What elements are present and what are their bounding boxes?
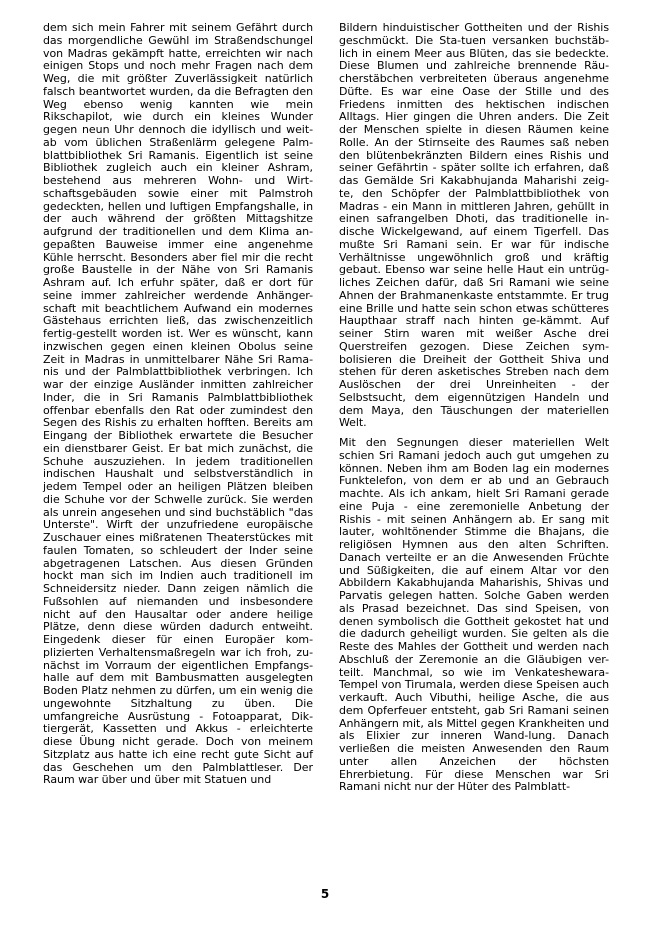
left-text-column <box>43 22 313 787</box>
paragraph: Bildern hinduistischer Gottheiten und der Rishis geschmückt. Die Sta-tuen versanken buchstäb-lich in einem Meer aus Blüten, das sie bedeckte. Diese Blumen und zahlreiche brennende Räu-cherstäbchen verbreiteten überaus angenehme Düfte. Es war eine Oase der Stille und des Friedens inmitten des hektischen indischen Alltags. Hier gingen die Uhren anders. Die Zeit der Menschen spielte in diesen Räumen keine Rolle. An der Stirnseite des Raumes saß neben den blütenbekränzten Bildern eines Rishis und seiner Gefährtin - später sollte ich erfahren, daß das Gemälde Sri Kakabhujanda Maharishi zeig-te, den Schöpfer der Palmblattbibliothek von Madras - ein Mann in mittleren Jahren, gehüllt in einen safrangelben Dhoti, das traditionelle in-dische Wickelgewand, auf einem Tigerfell. Das mußte Sri Ramani sein. Er war für indische Verhältnisse ungewöhnlich groß und kräftig gebaut. Ebenso war seine helle Haut ein untrüg-liches Zeichen dafür, daß Sri Ramani wie seine Ahnen der Brahmanenkaste entstammte. Er trug eine Brille und hatte sein schon etwas schütteres Haupthaar straff nach hinten ge-kämmt. Auf seiner Stirn waren mit weißer Asche drei Querstreifen gezogen. Diese Zeichen sym-bolisieren die Dreiheit der Gottheit Shiva und stehen für deren asketisches Streben nach dem Auslöschen der drei Unreinheiten - der Selbstsucht, dem eigennützigen Handeln und dem Maya, den Täuschungen der materiellen Welt. <box>339 21 609 430</box>
page-number: 5 <box>320 887 330 901</box>
paragraph: Mit den Segnungen dieser materiellen Welt schien Sri Ramani jedoch auch gut umgehen zu können. Neben ihm am Boden lag ein modernes Funktelefon, von dem er ab und an Gebrauch machte. Als ich ankam, hielt Sri Ramani gerade eine Puja - eine zeremonielle Anbetung der Rishis - mit seinen Anhängern ab. Er sang mit lauter, wohltönender Stimme die Bhajans, die religiösen Hymnen aus den alten Schriften. Danach verteilte er an die Anwesenden Früchte und Süßigkeiten, die auf einem Altar vor den Abbildern Kakabhujanda Maharishis, Shivas und Parvatis gelegen hatten. Solche Gaben werden als Prasad bezeichnet. Das sind Speisen, von denen symbolisch die Gottheit gekostet hat und die dadurch geheiligt wurden. Sie gelten als die Reste des Mahles der Gottheit und werden nach Abschluß der Zeremonie an die Gläubigen ver-teilt. Manchmal, so wie im Venkateshewara-Tempel von Tirumala, werden diese Speisen auch verkauft. Auch Vibuthi, heilige Asche, die aus dem Opferfeuer entsteht, gab Sri Ramani seinen Anhängern mit, als Mittel gegen Krankheiten und als Elixier zur inneren Wand-lung. Danach verließen die meisten Anwesenden den Raum unter allen Anzeichen der höchsten Ehrerbietung. Für diese Menschen war Sri Ramani nicht nur der Hüter des Palmblatt- <box>339 436 609 794</box>
paragraph: dem sich mein Fahrer mit seinem Gefährt durch das morgendliche Gewühl im Straßendschungel von Madras gekämpft hatte, erreichten wir nach einigen Stops und noch mehr Fragen nach dem Weg, die mit größter Zuverlässigkeit natürlich falsch beantwortet wurden, da die Befragten den Weg ebenso wenig kannten wie mein Rikschapilot, wie durch ein kleines Wunder gegen neun Uhr dennoch die idyllisch und weit-ab vom üblichen Straßenlärm gelegene Palm-blattbibliothek Sri Ramanis. Eigentlich ist seine Bibliothek zugleich auch ein kleiner Ashram, bestehend aus mehreren Wohn- und Wirt-schaftsgebäuden sowie einer mit Palmstroh gedeckten, hellen und luftigen Empfangshalle, in der auch während der größten Mittagshitze aufgrund der traditionellen und dem Klima an-gepaßten Bauweise immer eine angenehme Kühle herrscht. Besonders aber fiel mir die recht große Baustelle in der Nähe von Sri Ramanis Ashram auf. Ich erfuhr später, daß er dort für seine immer zahlreicher werdende Anhänger-schaft mit beachtlichem Aufwand ein modernes Gästehaus errichten ließ, das zwischenzeitlich fertig-gestellt worden ist. Wer es wünscht, kann inzwischen gegen einen kleinen Obolus seine Zeit in Madras in unmittelbarer Nähe Sri Rama-nis und der Palmblattbibliothek verbringen. Ich war der einzige Ausländer inmitten zahlreicher Inder, die in Sri Ramanis Palmblattbibliothek offenbar ebenfalls den Rat oder zumindest den Segen des Rishis zu erhalten hofften. Bereits am Eingang der Bibliothek erwartete die Besucher ein dienstbarer Geist. Er bat mich zunächst, die Schuhe auszuziehen. In jedem traditionellen indischen Haushalt und selbstverständlich in jedem Tempel oder an heiligen Plätzen bleiben die Schuhe vor der Schwelle zurück. Sie werden als unrein angesehen und sind buchstäblich "das Unterste". Wirft der unzufriedene europäische Zuschauer eines mißratenen Theaterstückes mit faulen Tomaten, so schleudert der Inder seine abgetragenen Latschen. Aus diesen Gründen hockt man sich im Indien auch traditionell im Schneidersitz nieder. Dann zeigen nämlich die Fußsohlen auf niemanden und insbesondere nicht auf den Hausaltar oder andere heilige Plätze, denn diese würden dadurch entweiht. Eingedenk dieser für einen Europäer kom-plizierten Verhaltensmaßregeln war ich froh, zu-nächst im Vorraum der eigentlichen Empfangs-halle auf dem mit Bambusmatten ausgelegten Boden Platz nehmen zu dürfen, um ein wenig die ungewohnte Sitzhaltung zu üben. Die umfangreiche Ausrüstung - Fotoapparat, Dik-tiergerät, Kassetten und Akkus - erleichterte diese Übung nicht gerade. Doch von meinem Sitzplatz aus hatte ich eine recht gute Sicht auf das Geschehen um den Palmblattleser. Der Raum war über und über mit Statuen und <box>43 21 313 787</box>
right-text-column <box>339 22 609 794</box>
